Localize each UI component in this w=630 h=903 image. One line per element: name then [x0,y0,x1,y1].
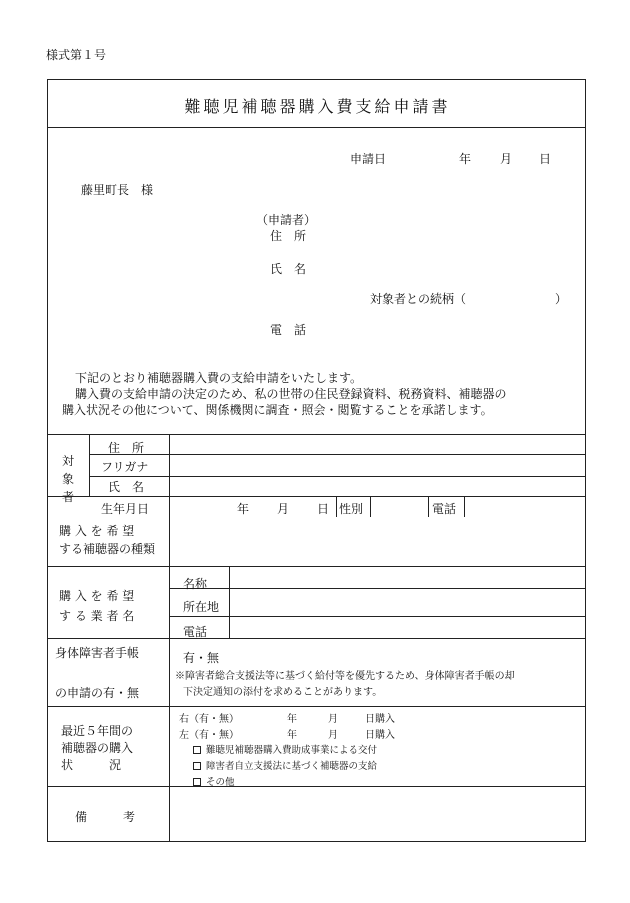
purchase-option-support-act [193,758,377,772]
handbook-label-1: 身体障害者手帳 [55,646,140,660]
row-line [169,616,585,617]
title-divider [48,127,585,128]
applicant-address-label: 住 所 [270,229,307,243]
handbook-label-2: の申請の有・無 [55,686,140,700]
form-title: 難聴児補聴器購入費支給申請書 [184,97,451,116]
application-form [47,79,586,842]
applicant-name-label: 氏 名 [270,262,307,276]
statement-line-2: 購入費の支給申請の決定のため、私の世帯の住民登録資料、税務資料、補聴器の [75,387,507,401]
dealer-label-2: す る 業 者 名 [59,609,135,623]
subject-label-2: 象 [62,472,75,486]
purchase-option-other [193,774,235,788]
form-number: 様式第１号 [46,48,107,62]
date-day: 日 [539,152,552,166]
relation-label: 対象者との続柄（ [370,292,467,306]
dealer-phone-label: 電話 [183,625,208,639]
past-purchase-label-1: 最近５年間の [61,724,134,738]
left-purchase: 日購入 [365,730,395,741]
subject-phone-label: 電話 [432,502,457,516]
subject-label-3: 者 [62,490,75,504]
addressee: 藤里町長 様 [81,183,154,197]
birth-day: 日 [317,502,330,516]
row-line [89,454,585,455]
subject-birthdate-label: 生年月日 [101,502,150,516]
statement-line-1: 下記のとおり補聴器購入費の支給申請をいたします。 [75,371,363,385]
col-line [89,434,90,496]
left-ear-status: 左（有・無） [179,730,239,741]
relation-close: ） [555,292,568,306]
remarks-label: 備 考 [75,810,136,824]
date-label: 申請日 [350,152,387,166]
col-line [370,496,371,517]
row-line [89,476,585,477]
birth-year: 年 [237,502,250,516]
date-year: 年 [459,152,472,166]
applicant-label: （申請者） [256,213,317,227]
right-ear-status: 右（有・無） [179,714,239,725]
left-year: 年 [287,730,297,741]
other-checkbox[interactable] [193,778,201,786]
dealer-label-1: 購 入 を 希 望 [59,589,135,603]
handbook-choice: 有・無 [183,651,220,665]
header-divider [48,434,585,435]
support-act-option-label: 障害者自立支援法に基づく補聴器の支給 [206,761,378,772]
hearing-aid-type-label-1: 購 入 を 希 望 [59,524,135,538]
sex-label: 性別 [339,502,364,516]
col-line [336,496,337,517]
right-year: 年 [287,714,297,725]
col-line [169,434,170,841]
past-purchase-label-2: 補聴器の購入 [61,741,134,755]
col-line [428,496,429,517]
subject-address-label: 住 所 [108,441,145,455]
handbook-note-1: ※障害者総合支援法等に基づく給付等を優先するため、身体障害者手帳の却 [175,671,515,682]
row-line [48,496,585,497]
applicant-phone-label: 電 話 [270,323,307,337]
hearing-aid-type-label-2: する補聴器の種類 [59,542,156,556]
subject-label-1: 対 [62,454,75,468]
date-month: 月 [500,152,513,166]
dealer-name-label: 名称 [183,577,208,591]
subject-furigana-label: フリガナ [101,460,149,474]
past-purchase-label-3: 状 況 [61,758,122,772]
purchase-option-subsidy [193,742,377,756]
row-line [48,566,585,567]
row-line [48,638,585,639]
subsidy-option-label: 難聴児補聴器購入費助成事業による交付 [206,745,378,756]
handbook-note-2: 下決定通知の添付を求めることがあります。 [183,687,383,698]
row-line [48,786,585,787]
left-month: 月 [328,730,338,741]
statement-line-3: 購入状況その他について、関係機関に調査・照会・閲覧することを承諾します。 [62,403,493,417]
right-purchase: 日購入 [365,714,395,725]
subject-name-label: 氏 名 [108,480,145,494]
row-line [169,588,585,589]
birth-month: 月 [277,502,290,516]
right-month: 月 [328,714,338,725]
other-option-label: その他 [206,777,235,788]
row-line [48,706,585,707]
support-act-checkbox[interactable] [193,762,201,770]
col-line [229,566,230,638]
subsidy-checkbox[interactable] [193,746,201,754]
dealer-location-label: 所在地 [183,600,220,614]
col-line [464,496,465,517]
